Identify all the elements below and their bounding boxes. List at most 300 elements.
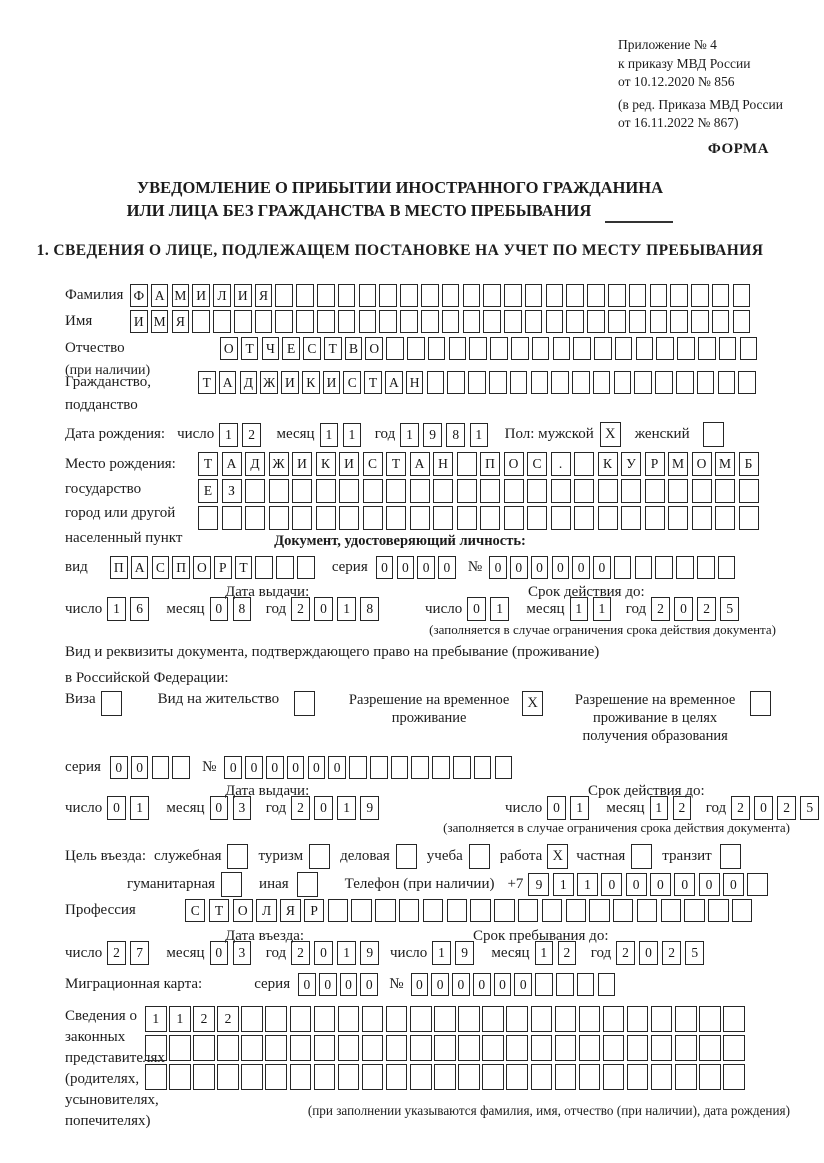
char-cell[interactable] bbox=[351, 899, 371, 922]
char-cell[interactable]: 2 bbox=[616, 941, 635, 965]
char-cell[interactable] bbox=[708, 899, 728, 922]
char-cell[interactable]: 2 bbox=[291, 597, 310, 621]
char-cell[interactable]: 0 bbox=[639, 941, 658, 965]
char-cell[interactable] bbox=[740, 337, 758, 360]
char-cell[interactable] bbox=[442, 310, 460, 333]
char-cell[interactable] bbox=[434, 1064, 456, 1090]
char-cell[interactable]: 0 bbox=[489, 556, 507, 579]
char-cell[interactable] bbox=[457, 479, 477, 503]
char-cell[interactable] bbox=[432, 756, 450, 779]
char-cell[interactable]: 0 bbox=[510, 556, 528, 579]
char-cell[interactable]: 1 bbox=[650, 796, 669, 820]
char-cell[interactable] bbox=[732, 899, 752, 922]
char-cell[interactable] bbox=[603, 1035, 625, 1061]
char-cell[interactable] bbox=[655, 371, 673, 394]
char-cell[interactable] bbox=[433, 479, 453, 503]
char-cell[interactable] bbox=[655, 556, 673, 579]
char-cell[interactable] bbox=[296, 284, 314, 307]
char-cell[interactable] bbox=[338, 310, 356, 333]
char-cell[interactable]: Ж bbox=[269, 452, 289, 476]
char-cell[interactable] bbox=[698, 337, 716, 360]
char-cell[interactable]: 0 bbox=[674, 873, 695, 896]
char-cell[interactable] bbox=[217, 1035, 239, 1061]
char-cell[interactable] bbox=[738, 371, 756, 394]
char-cell[interactable] bbox=[407, 337, 425, 360]
char-cell[interactable] bbox=[555, 1006, 577, 1032]
char-cell[interactable]: 1 bbox=[570, 597, 589, 621]
char-cell[interactable]: 8 bbox=[360, 597, 379, 621]
char-cell[interactable] bbox=[362, 1064, 384, 1090]
char-cell[interactable]: М bbox=[715, 452, 735, 476]
char-cell[interactable]: 0 bbox=[298, 973, 316, 996]
char-cell[interactable]: 1 bbox=[169, 1006, 191, 1032]
char-cell[interactable] bbox=[504, 284, 522, 307]
char-cell[interactable]: 1 bbox=[107, 597, 126, 621]
char-cell[interactable]: 0 bbox=[397, 556, 415, 579]
char-cell[interactable]: И bbox=[234, 284, 252, 307]
char-cell[interactable] bbox=[480, 506, 500, 530]
char-cell[interactable]: Е bbox=[198, 479, 218, 503]
temp-residence-checkbox[interactable]: X bbox=[522, 691, 543, 716]
char-cell[interactable] bbox=[421, 284, 439, 307]
char-cell[interactable] bbox=[359, 310, 377, 333]
purpose-business-checkbox[interactable] bbox=[396, 844, 417, 869]
char-cell[interactable] bbox=[593, 371, 611, 394]
char-cell[interactable]: Р bbox=[645, 452, 665, 476]
temp-residence-edu-checkbox[interactable] bbox=[750, 691, 771, 716]
char-cell[interactable]: 0 bbox=[547, 796, 566, 820]
char-cell[interactable]: 0 bbox=[319, 973, 337, 996]
char-cell[interactable]: 2 bbox=[558, 941, 577, 965]
char-cell[interactable]: П bbox=[172, 556, 190, 579]
char-cell[interactable] bbox=[723, 1006, 745, 1032]
char-cell[interactable]: 1 bbox=[535, 941, 554, 965]
char-cell[interactable]: 8 bbox=[233, 597, 252, 621]
char-cell[interactable]: 1 bbox=[320, 423, 339, 447]
char-cell[interactable] bbox=[349, 756, 367, 779]
char-cell[interactable] bbox=[370, 756, 388, 779]
char-cell[interactable] bbox=[650, 310, 668, 333]
char-cell[interactable]: 5 bbox=[800, 796, 819, 820]
char-cell[interactable]: 0 bbox=[723, 873, 744, 896]
char-cell[interactable] bbox=[245, 479, 265, 503]
char-cell[interactable] bbox=[691, 284, 709, 307]
char-cell[interactable] bbox=[527, 506, 547, 530]
char-cell[interactable] bbox=[423, 899, 443, 922]
char-cell[interactable] bbox=[386, 506, 406, 530]
char-cell[interactable] bbox=[587, 310, 605, 333]
visa-checkbox[interactable] bbox=[101, 691, 122, 716]
char-cell[interactable] bbox=[292, 506, 312, 530]
char-cell[interactable] bbox=[627, 1035, 649, 1061]
sex-female-checkbox[interactable] bbox=[703, 422, 724, 447]
char-cell[interactable] bbox=[276, 556, 294, 579]
char-cell[interactable]: Т bbox=[386, 452, 406, 476]
char-cell[interactable] bbox=[269, 479, 289, 503]
char-cell[interactable] bbox=[245, 506, 265, 530]
char-cell[interactable] bbox=[553, 337, 571, 360]
char-cell[interactable] bbox=[546, 284, 564, 307]
char-cell[interactable]: 6 bbox=[130, 597, 149, 621]
char-cell[interactable] bbox=[634, 371, 652, 394]
char-cell[interactable] bbox=[504, 479, 524, 503]
char-cell[interactable] bbox=[386, 1064, 408, 1090]
char-cell[interactable] bbox=[542, 899, 562, 922]
char-cell[interactable]: 0 bbox=[287, 756, 305, 779]
char-cell[interactable] bbox=[587, 284, 605, 307]
char-cell[interactable] bbox=[636, 337, 654, 360]
char-cell[interactable] bbox=[518, 899, 538, 922]
char-cell[interactable]: М bbox=[668, 452, 688, 476]
char-cell[interactable] bbox=[627, 1064, 649, 1090]
char-cell[interactable]: С bbox=[343, 371, 361, 394]
char-cell[interactable] bbox=[399, 899, 419, 922]
char-cell[interactable] bbox=[447, 899, 467, 922]
char-cell[interactable]: 9 bbox=[455, 941, 474, 965]
char-cell[interactable]: Т bbox=[364, 371, 382, 394]
char-cell[interactable] bbox=[338, 1064, 360, 1090]
char-cell[interactable] bbox=[482, 1035, 504, 1061]
char-cell[interactable]: К bbox=[598, 452, 618, 476]
char-cell[interactable] bbox=[692, 479, 712, 503]
char-cell[interactable] bbox=[614, 556, 632, 579]
char-cell[interactable] bbox=[338, 284, 356, 307]
char-cell[interactable] bbox=[668, 479, 688, 503]
char-cell[interactable]: 1 bbox=[337, 597, 356, 621]
char-cell[interactable] bbox=[172, 756, 190, 779]
char-cell[interactable]: 0 bbox=[210, 941, 229, 965]
char-cell[interactable] bbox=[656, 337, 674, 360]
char-cell[interactable] bbox=[723, 1035, 745, 1061]
char-cell[interactable] bbox=[193, 1035, 215, 1061]
char-cell[interactable]: 0 bbox=[210, 796, 229, 820]
char-cell[interactable]: В bbox=[345, 337, 363, 360]
char-cell[interactable] bbox=[661, 899, 681, 922]
char-cell[interactable]: С bbox=[527, 452, 547, 476]
char-cell[interactable]: 0 bbox=[626, 873, 647, 896]
char-cell[interactable] bbox=[192, 310, 210, 333]
char-cell[interactable] bbox=[275, 310, 293, 333]
char-cell[interactable]: 0 bbox=[210, 597, 229, 621]
char-cell[interactable] bbox=[338, 1006, 360, 1032]
char-cell[interactable]: 1 bbox=[470, 423, 489, 447]
char-cell[interactable]: А bbox=[219, 371, 237, 394]
char-cell[interactable] bbox=[213, 310, 231, 333]
char-cell[interactable] bbox=[645, 506, 665, 530]
char-cell[interactable]: 2 bbox=[697, 597, 716, 621]
char-cell[interactable] bbox=[480, 479, 500, 503]
char-cell[interactable]: 0 bbox=[531, 556, 549, 579]
char-cell[interactable]: И bbox=[323, 371, 341, 394]
char-cell[interactable] bbox=[275, 284, 293, 307]
char-cell[interactable] bbox=[506, 1064, 528, 1090]
char-cell[interactable] bbox=[458, 1064, 480, 1090]
char-cell[interactable]: О bbox=[692, 452, 712, 476]
char-cell[interactable]: 1 bbox=[400, 423, 419, 447]
char-cell[interactable] bbox=[458, 1035, 480, 1061]
char-cell[interactable] bbox=[362, 1006, 384, 1032]
char-cell[interactable] bbox=[627, 1006, 649, 1032]
char-cell[interactable] bbox=[712, 310, 730, 333]
char-cell[interactable]: П bbox=[480, 452, 500, 476]
char-cell[interactable]: 0 bbox=[110, 756, 128, 779]
char-cell[interactable] bbox=[145, 1035, 167, 1061]
char-cell[interactable]: 0 bbox=[452, 973, 470, 996]
char-cell[interactable] bbox=[572, 371, 590, 394]
char-cell[interactable] bbox=[433, 506, 453, 530]
char-cell[interactable]: Т bbox=[235, 556, 253, 579]
char-cell[interactable] bbox=[573, 337, 591, 360]
char-cell[interactable] bbox=[468, 371, 486, 394]
char-cell[interactable]: 0 bbox=[314, 941, 333, 965]
char-cell[interactable] bbox=[241, 1006, 263, 1032]
char-cell[interactable]: 5 bbox=[685, 941, 704, 965]
char-cell[interactable] bbox=[290, 1064, 312, 1090]
char-cell[interactable] bbox=[453, 756, 471, 779]
char-cell[interactable] bbox=[651, 1006, 673, 1032]
char-cell[interactable] bbox=[579, 1064, 601, 1090]
char-cell[interactable] bbox=[739, 479, 759, 503]
char-cell[interactable] bbox=[410, 1064, 432, 1090]
char-cell[interactable]: О bbox=[220, 337, 238, 360]
char-cell[interactable] bbox=[474, 756, 492, 779]
char-cell[interactable]: Т bbox=[198, 452, 218, 476]
char-cell[interactable] bbox=[317, 284, 335, 307]
char-cell[interactable] bbox=[629, 284, 647, 307]
char-cell[interactable] bbox=[339, 506, 359, 530]
char-cell[interactable]: 9 bbox=[360, 941, 379, 965]
char-cell[interactable] bbox=[718, 371, 736, 394]
char-cell[interactable] bbox=[152, 756, 170, 779]
char-cell[interactable] bbox=[386, 1035, 408, 1061]
char-cell[interactable] bbox=[292, 479, 312, 503]
char-cell[interactable] bbox=[635, 556, 653, 579]
char-cell[interactable] bbox=[193, 1064, 215, 1090]
char-cell[interactable] bbox=[747, 873, 768, 896]
char-cell[interactable]: 0 bbox=[601, 873, 622, 896]
char-cell[interactable] bbox=[598, 506, 618, 530]
char-cell[interactable]: 0 bbox=[593, 556, 611, 579]
char-cell[interactable] bbox=[379, 310, 397, 333]
char-cell[interactable] bbox=[733, 310, 751, 333]
char-cell[interactable] bbox=[551, 371, 569, 394]
char-cell[interactable] bbox=[269, 506, 289, 530]
char-cell[interactable]: 0 bbox=[314, 597, 333, 621]
char-cell[interactable] bbox=[222, 506, 242, 530]
char-cell[interactable]: Т bbox=[241, 337, 259, 360]
char-cell[interactable] bbox=[589, 899, 609, 922]
char-cell[interactable] bbox=[504, 506, 524, 530]
char-cell[interactable]: Н bbox=[433, 452, 453, 476]
char-cell[interactable] bbox=[697, 371, 715, 394]
char-cell[interactable]: 2 bbox=[651, 597, 670, 621]
char-cell[interactable]: 1 bbox=[570, 796, 589, 820]
char-cell[interactable] bbox=[296, 310, 314, 333]
char-cell[interactable] bbox=[614, 371, 632, 394]
char-cell[interactable] bbox=[290, 1006, 312, 1032]
char-cell[interactable]: 1 bbox=[553, 873, 574, 896]
char-cell[interactable] bbox=[670, 284, 688, 307]
char-cell[interactable] bbox=[603, 1006, 625, 1032]
char-cell[interactable]: 2 bbox=[673, 796, 692, 820]
char-cell[interactable]: 1 bbox=[577, 873, 598, 896]
char-cell[interactable] bbox=[421, 310, 439, 333]
char-cell[interactable] bbox=[386, 337, 404, 360]
char-cell[interactable]: 0 bbox=[754, 796, 773, 820]
char-cell[interactable]: 0 bbox=[431, 973, 449, 996]
char-cell[interactable] bbox=[495, 756, 513, 779]
purpose-humanitarian-checkbox[interactable] bbox=[221, 872, 242, 897]
char-cell[interactable] bbox=[675, 1006, 697, 1032]
char-cell[interactable]: 0 bbox=[360, 973, 378, 996]
char-cell[interactable] bbox=[577, 973, 595, 996]
char-cell[interactable]: 2 bbox=[662, 941, 681, 965]
char-cell[interactable] bbox=[551, 479, 571, 503]
char-cell[interactable]: А bbox=[410, 452, 430, 476]
char-cell[interactable] bbox=[169, 1064, 191, 1090]
char-cell[interactable] bbox=[314, 1035, 336, 1061]
char-cell[interactable] bbox=[676, 556, 694, 579]
char-cell[interactable] bbox=[574, 506, 594, 530]
char-cell[interactable] bbox=[391, 756, 409, 779]
char-cell[interactable]: 9 bbox=[528, 873, 549, 896]
residence-permit-checkbox[interactable] bbox=[294, 691, 315, 716]
char-cell[interactable]: 0 bbox=[650, 873, 671, 896]
char-cell[interactable] bbox=[546, 310, 564, 333]
char-cell[interactable]: 2 bbox=[242, 423, 261, 447]
char-cell[interactable]: 3 bbox=[233, 941, 252, 965]
char-cell[interactable] bbox=[434, 1035, 456, 1061]
char-cell[interactable] bbox=[314, 1006, 336, 1032]
char-cell[interactable]: 0 bbox=[467, 597, 486, 621]
char-cell[interactable]: С bbox=[152, 556, 170, 579]
char-cell[interactable]: Е bbox=[282, 337, 300, 360]
char-cell[interactable] bbox=[317, 310, 335, 333]
char-cell[interactable] bbox=[579, 1006, 601, 1032]
char-cell[interactable]: 0 bbox=[328, 756, 346, 779]
char-cell[interactable]: 0 bbox=[514, 973, 532, 996]
char-cell[interactable] bbox=[525, 310, 543, 333]
char-cell[interactable]: Т bbox=[209, 899, 229, 922]
char-cell[interactable] bbox=[410, 479, 430, 503]
char-cell[interactable]: И bbox=[192, 284, 210, 307]
char-cell[interactable]: 0 bbox=[314, 796, 333, 820]
char-cell[interactable] bbox=[637, 899, 657, 922]
char-cell[interactable] bbox=[379, 284, 397, 307]
sex-male-checkbox[interactable]: X bbox=[600, 422, 621, 447]
char-cell[interactable] bbox=[362, 1035, 384, 1061]
char-cell[interactable]: А bbox=[131, 556, 149, 579]
char-cell[interactable] bbox=[457, 506, 477, 530]
char-cell[interactable] bbox=[555, 1035, 577, 1061]
char-cell[interactable]: 0 bbox=[438, 556, 456, 579]
char-cell[interactable] bbox=[527, 479, 547, 503]
char-cell[interactable] bbox=[255, 310, 273, 333]
char-cell[interactable] bbox=[691, 310, 709, 333]
char-cell[interactable]: Т bbox=[324, 337, 342, 360]
char-cell[interactable] bbox=[265, 1035, 287, 1061]
char-cell[interactable] bbox=[169, 1035, 191, 1061]
char-cell[interactable] bbox=[733, 284, 751, 307]
char-cell[interactable] bbox=[675, 1035, 697, 1061]
char-cell[interactable] bbox=[482, 1006, 504, 1032]
char-cell[interactable]: О bbox=[504, 452, 524, 476]
char-cell[interactable]: И bbox=[339, 452, 359, 476]
char-cell[interactable]: А bbox=[222, 452, 242, 476]
char-cell[interactable] bbox=[718, 556, 736, 579]
char-cell[interactable] bbox=[490, 337, 508, 360]
char-cell[interactable] bbox=[386, 479, 406, 503]
char-cell[interactable] bbox=[531, 1006, 553, 1032]
char-cell[interactable] bbox=[483, 310, 501, 333]
char-cell[interactable]: 2 bbox=[291, 941, 310, 965]
char-cell[interactable] bbox=[697, 556, 715, 579]
char-cell[interactable]: 0 bbox=[473, 973, 491, 996]
char-cell[interactable] bbox=[506, 1006, 528, 1032]
char-cell[interactable] bbox=[739, 506, 759, 530]
char-cell[interactable]: С bbox=[185, 899, 205, 922]
char-cell[interactable] bbox=[719, 337, 737, 360]
char-cell[interactable]: 2 bbox=[731, 796, 750, 820]
char-cell[interactable] bbox=[525, 284, 543, 307]
char-cell[interactable]: К bbox=[302, 371, 320, 394]
char-cell[interactable] bbox=[531, 371, 549, 394]
char-cell[interactable] bbox=[217, 1064, 239, 1090]
char-cell[interactable] bbox=[483, 284, 501, 307]
purpose-study-checkbox[interactable] bbox=[469, 844, 490, 869]
char-cell[interactable] bbox=[603, 1064, 625, 1090]
char-cell[interactable] bbox=[574, 479, 594, 503]
char-cell[interactable] bbox=[482, 1064, 504, 1090]
char-cell[interactable] bbox=[692, 506, 712, 530]
char-cell[interactable] bbox=[531, 1064, 553, 1090]
char-cell[interactable] bbox=[457, 452, 477, 476]
char-cell[interactable] bbox=[469, 337, 487, 360]
char-cell[interactable]: 1 bbox=[432, 941, 451, 965]
char-cell[interactable] bbox=[198, 506, 218, 530]
char-cell[interactable] bbox=[265, 1064, 287, 1090]
char-cell[interactable] bbox=[363, 479, 383, 503]
char-cell[interactable]: 2 bbox=[777, 796, 796, 820]
char-cell[interactable]: И bbox=[130, 310, 148, 333]
char-cell[interactable]: Ф bbox=[130, 284, 148, 307]
char-cell[interactable] bbox=[442, 284, 460, 307]
char-cell[interactable]: М bbox=[172, 284, 190, 307]
char-cell[interactable] bbox=[290, 1035, 312, 1061]
char-cell[interactable]: . bbox=[551, 452, 571, 476]
char-cell[interactable] bbox=[566, 284, 584, 307]
char-cell[interactable] bbox=[574, 452, 594, 476]
char-cell[interactable]: Д bbox=[240, 371, 258, 394]
char-cell[interactable] bbox=[566, 899, 586, 922]
char-cell[interactable]: 0 bbox=[572, 556, 590, 579]
char-cell[interactable]: 1 bbox=[337, 796, 356, 820]
char-cell[interactable]: 0 bbox=[699, 873, 720, 896]
char-cell[interactable]: 5 bbox=[720, 597, 739, 621]
char-cell[interactable] bbox=[241, 1064, 263, 1090]
char-cell[interactable]: 0 bbox=[224, 756, 242, 779]
char-cell[interactable] bbox=[410, 1035, 432, 1061]
char-cell[interactable]: 0 bbox=[552, 556, 570, 579]
char-cell[interactable]: М bbox=[151, 310, 169, 333]
char-cell[interactable]: О bbox=[233, 899, 253, 922]
char-cell[interactable] bbox=[375, 899, 395, 922]
purpose-work-checkbox[interactable]: X bbox=[547, 844, 568, 869]
char-cell[interactable] bbox=[386, 1006, 408, 1032]
purpose-other-checkbox[interactable] bbox=[297, 872, 318, 897]
char-cell[interactable]: З bbox=[222, 479, 242, 503]
char-cell[interactable] bbox=[668, 506, 688, 530]
